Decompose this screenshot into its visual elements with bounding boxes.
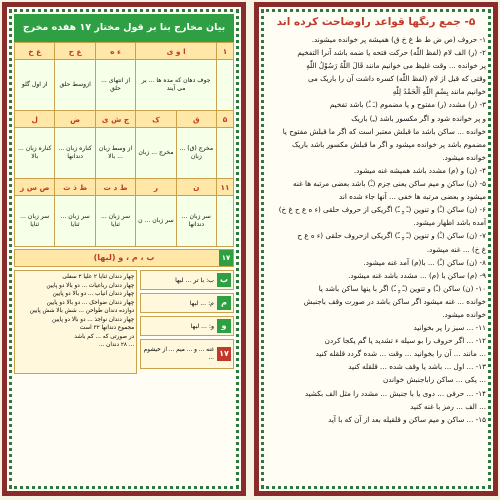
nasal-item: [140, 339, 234, 369]
rule-line: خوانده ... ساکن باشد ما قبلش معتبر است که اگر ما قبلش مفتوح یا: [282, 126, 486, 136]
rule-line: وقتی که قبل از لام (لفظ اللّٰه) کسره داشت آن را باریک می: [307, 74, 486, 84]
rule-line: ۱۳- ... اول ... باشد یا وقف شده ... قلقله کنید: [348, 362, 486, 372]
left-page: [2, 2, 246, 496]
group-number: ۱۷: [219, 250, 233, 266]
bottom-section: [14, 270, 234, 374]
lip-text: و: ... لبها: [190, 322, 214, 330]
rule-line: ... یکی ... ساکن راباجنبش خواندن: [382, 375, 486, 385]
rule-line: و پر خوانده شود و اگر مکسور باشد (ـِ) باریک: [351, 113, 486, 123]
rule-line: ۵- (ن) ساکن و میم ساکن یعنی جزم (ـْ) باشد بعضی مرتبه ها غنه: [292, 179, 486, 189]
rule-line: آمده باشد اظهار میشود.: [413, 218, 486, 228]
teeth-note: ... ۲۸ دندان ...: [98, 342, 135, 348]
group-letters: ض: [55, 111, 95, 128]
nasal-number: ۱۷: [217, 347, 231, 361]
rule-line: ۱- حروف (ص ض ط ظ غ خ ق) همیشه پر خوانده میشوند.: [311, 35, 486, 44]
makhraj-desc: ازوسط حلق: [55, 60, 95, 111]
teeth-note: دوازده دندان طواحن ... شش بالا شش پایین: [29, 308, 135, 314]
group-number: ۱: [217, 43, 234, 60]
right-title: ۵- جمع رنگها قواعد راوضاحت کرده اند: [276, 16, 476, 28]
group-letters: غ خ: [15, 43, 55, 60]
rule-line: ۷- (ن) ساکن (ـْ) و تنوین (ـً ـٍ ـٌ) اگریکی ازحروف حلقی (ء ه ع ح: [297, 231, 486, 241]
rule-line: ۱۵- ... ساکن و میم ساکن و قلقیله بعد از آن که با آید: [328, 414, 486, 424]
bilabial-row: [14, 249, 234, 267]
makhraj-desc: سر زبان ... ن: [136, 196, 176, 247]
lip-letter: و: [217, 319, 231, 333]
rule-line: ۱۲- ... اگر حروف را بو سیله ء تشدید یا گم یکجا کردن: [324, 336, 486, 346]
rule-line: ۹- (م) ساکن با (م) ... مشدد باشد غنه میشود.: [348, 270, 486, 280]
lip-item: [140, 270, 234, 290]
makhraj-desc: سر زبان ... ثنایا: [95, 196, 135, 247]
makhraj-desc: از انتهای ... حلق: [95, 60, 135, 111]
teeth-note: چهار دندان نواجذ ... دو بالا دو پایین: [51, 316, 135, 323]
makhraj-desc: از وسط زبان ... بالا: [95, 128, 135, 179]
rule-line: ۴- (ن) و (م) مشدد باشد همیشه غنه میشود.: [353, 165, 486, 175]
group-letters: ل: [15, 111, 55, 128]
rule-line: ۱۰- (ن) ساکن (ـْ) و تنوین (ـً ـٍ ـٌ) اگر با ینها ساکن باشد یا: [318, 283, 486, 293]
lip-item: [140, 316, 234, 336]
right-page: [254, 2, 498, 496]
makharij-table: ۱ ا و ی ء ه ع ح غ خ جوف دهان که مده ها ... بر می آیند از انتهای ... حلق ازوسط حلق از اول گلو ۵ ق ک ج ش ی ض ل مخرج (ق) ... زبان مخرج ... زبان از وسط زبان ... بالا کناره زبان ... دندانها کناره زبان ... بالا ۱۱ ن ر ط د ت ظ ذ ث ص س ز سر زبان ... دندانها سر زبان ... ن سر زبان ... ثنایا سر زبان ... ثنایا سر زبان ... ثنایا: [14, 42, 234, 247]
lip-item: [140, 293, 234, 313]
teeth-note: مجموع دندانها ۳۲ است: [79, 325, 135, 331]
rule-line: خوانده میشود.: [442, 309, 486, 319]
makhraj-desc: از اول گلو: [15, 60, 55, 111]
teeth-note: چهار دندان رباعیات ... دو بالا دو پایین: [46, 282, 135, 289]
rule-line: میشود و بعضی مرتبه ها خفی ... آنها جاء شده اند: [339, 192, 486, 202]
teeth-notes: [14, 270, 137, 374]
makhraj-desc: سر زبان ... ثنایا: [15, 196, 55, 247]
makhraj-desc: سر زبان ... دندانها: [176, 196, 216, 247]
rule-line: ۲- (ر) الف لام (لفظ اللّٰه) حرکت فتحه یا ضمه باشد آنرا التفخیم: [297, 48, 486, 58]
rule-line: خوانده ... غنه میشود اگر ساکن باشد در صورت وقف باجنبش: [303, 296, 486, 306]
rule-line: ۶- (ن) ساکن (ـْ) و تنوین (ـً ـٍ ـٌ) اگریکی از حروف حلقی (ء ه ع ح غ خ): [278, 205, 486, 215]
makhraj-desc: کناره زبان ... بالا: [15, 128, 55, 179]
makhraj-desc: سر زبان ... ثنایا: [55, 196, 95, 247]
rule-line: پر خوانده ... وقت غلیظ می خوانیم مانند قَالَ اللّٰهُ رَسُوْلُ اللّٰهِ: [306, 61, 486, 71]
group-letters: ص س ز: [15, 179, 55, 196]
teeth-note: چهار دندان انیاب ... دو بالا دو پایین: [52, 291, 135, 297]
group-letters: ء ه: [95, 43, 135, 60]
rule-line: ... مانند ... آن را بخوانید ... وقت ... شده گردد قلقله کنید: [315, 349, 486, 359]
rule-line: ... الف ... رمز با غنه کنید: [410, 401, 486, 411]
lip-letter: م: [217, 296, 231, 310]
group-letters: ظ ذ ث: [55, 179, 95, 196]
group-letters: ط د ت: [95, 179, 135, 196]
lip-text: ب: با تر ... لبها: [175, 276, 214, 284]
teeth-note: چهار دندان ثنایا ۲ علیا ۲ سفلی: [62, 274, 135, 280]
makhraj-desc: کناره زبان ... دندانها: [55, 128, 95, 179]
rule-line: مضموم باشد پر خوانده میشود و اگر ما قبلش مکسور باشد باریک: [291, 139, 486, 149]
group-letters: ن: [176, 179, 216, 196]
bilabial-letters: ب ، م ، و (لبها): [93, 253, 155, 262]
rule-line: خوانده میشود.: [442, 152, 486, 162]
rule-line: ۱۱- ... سبز را پر بخوانید: [413, 323, 486, 333]
left-content: [14, 14, 234, 484]
makhraj-desc: مخرج ... زبان: [136, 128, 176, 179]
left-title: بیان مخارج بنا بر قول مختار ۱۷ هفده مخرج: [14, 14, 234, 42]
lips-list: [140, 270, 234, 374]
group-letters: ق: [176, 111, 216, 128]
lip-text: م: ... لبها: [189, 299, 214, 307]
makhraj-desc: جوف دهان که مده ها ... بر می آیند: [136, 60, 217, 111]
group-letters: ک: [136, 111, 176, 128]
right-content: [266, 14, 486, 484]
rule-line: غ خ) ... غنه میشود.: [426, 244, 486, 254]
lip-letter: ب: [217, 273, 231, 287]
group-letters: ا و ی: [136, 43, 217, 60]
rule-line: ۳- (ر) مشدد (ر) مفتوح و یا مضموم (ـَ ـُ) باشد تفخیم: [329, 100, 486, 110]
rule-line: خوانیم مانند بِسْمِ اللّٰهِ اَلْحَمْدُ لِلّٰهِ: [392, 87, 486, 97]
makhraj-desc: مخرج (ق) ... زبان: [176, 128, 216, 179]
rule-line: ۸- (ن) ساکن (ـْ) ... با(م) آمد غنه میشود.: [363, 257, 486, 267]
group-letters: ع ح: [55, 43, 95, 60]
group-letters: ج ش ی: [95, 111, 135, 128]
nasal-text: غنه ... و ... میم ... از خیشوم ...: [143, 347, 214, 361]
rule-line: ۱۴- ... حرفی ... دوی یا با جنبش ... مشدد را مثل الف بکشید: [304, 388, 486, 398]
rules-text: [266, 33, 486, 426]
teeth-note: چهار دندان ضواحک ... دو بالا دو پایین: [46, 299, 135, 306]
teeth-note: در صورتی که ... کم باشد: [74, 333, 135, 340]
group-letters: ر: [136, 179, 176, 196]
